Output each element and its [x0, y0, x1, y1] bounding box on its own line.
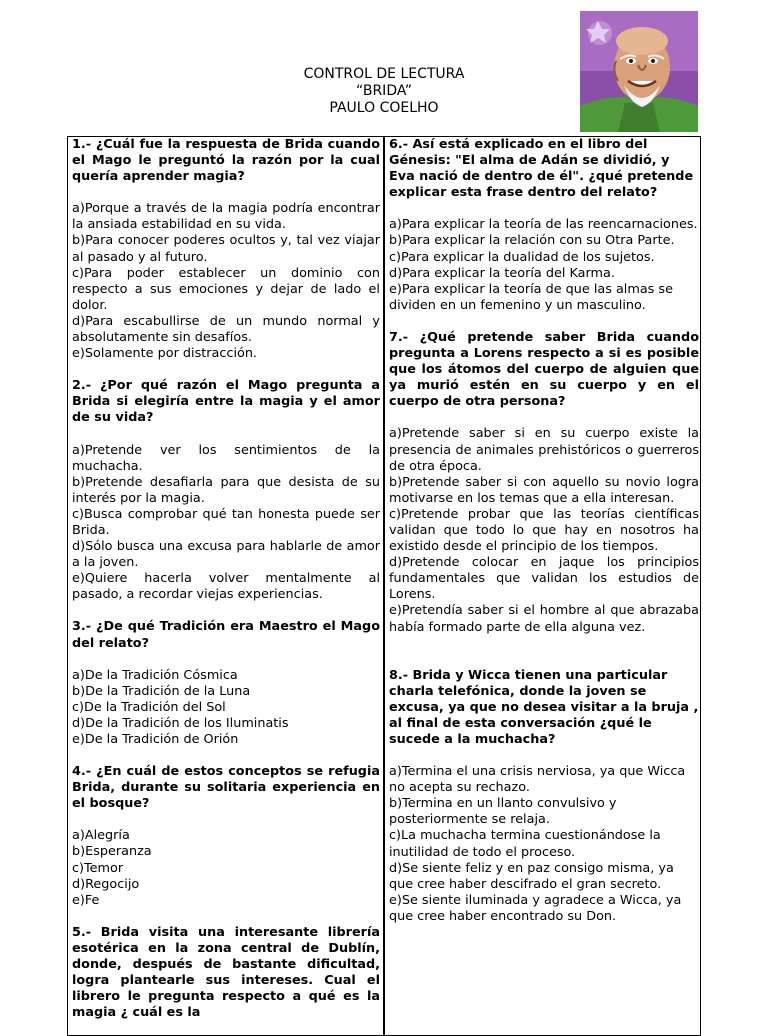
- question-8: 8.- Brida y Wicca tienen una particular charla telefónica, donde la joven se excusa, ya que no desea visitar a la bruja , al final de esta conversación ¿qué le sucede a la muchacha?: [389, 667, 699, 747]
- answer-7e: e)Pretendía saber si el hombre al que abrazaba había formado parte de ella alguna vez.: [389, 603, 699, 635]
- question-block-2: [72, 378, 380, 603]
- question-block-1: [72, 137, 380, 362]
- answer-7c: c)Pretende probar que las teorías científicas validan que todo lo que hay en nosotros ha existido desde el principio de los tiempos.: [389, 506, 699, 555]
- answer-3b: b)De la Tradición de la Luna: [72, 683, 251, 699]
- answer-6a: a)Para explicar la teoría de las reencarnaciones.: [389, 217, 698, 233]
- answer-3c: c)De la Tradición del Sol: [72, 699, 226, 715]
- answer-1e: e)Solamente por distracción.: [72, 346, 258, 362]
- answer-3e: e)De la Tradición de Orión: [72, 732, 239, 747]
- answer-4a: a)Alegría: [72, 828, 130, 844]
- answer-3a: a)De la Tradición Cósmica: [72, 667, 238, 683]
- right-column: [385, 137, 702, 1035]
- answer-2d: d)Sólo busca una excusa para hablarle de amor a la joven.: [72, 539, 380, 571]
- answer-1a: a)Porque a través de la magia podría encontrar la ansiada estabilidad en su vida.: [72, 201, 380, 233]
- answer-7a: a)Pretende saber si en su cuerpo existe la presencia de animales prehistóricos o guerreros de otra época.: [389, 426, 699, 474]
- answer-6b: b)Para explicar la relación con su Otra Parte.: [389, 233, 675, 249]
- answer-2a: a)Pretende ver los sentimientos de la muchacha.: [72, 442, 380, 474]
- answer-8b: b)Termina en un llanto convulsivo y posteriormente se relaja.: [389, 796, 617, 828]
- question-block-6: [389, 137, 699, 314]
- question-7: 7.- ¿Qué pretende saber Brida cuando pregunta a Lorens respecto a si es posible que los átomos del cuerpo de alguien que ya murió estén en su cuerpo y en el cuerpo de otra persona?: [389, 329, 699, 410]
- question-2: 2.- ¿Por qué razón el Mago pregunta a Brida si elegiría entre la magia y el amor de su vida?: [72, 378, 380, 426]
- answer-3d: d)De la Tradición de los Iluminatis: [72, 715, 289, 731]
- question-1: 1.- ¿Cuál fue la respuesta de Brida cuando el Mago le preguntó la razón por la cual quería aprender magia?: [72, 137, 380, 185]
- answer-2c: c)Busca comprobar qué tan honesta puede ser Brida.: [72, 506, 380, 538]
- answer-4b: b)Esperanza: [72, 844, 152, 860]
- answer-4e: e)Fe: [72, 892, 100, 908]
- question-block-3: [72, 619, 380, 748]
- answer-7d: d)Pretende colocar en jaque los principios fundamentales que validan los estudios de Lorens.: [389, 555, 699, 603]
- answer-1c: c)Para poder establecer un dominio con respecto a sus emociones y dejar de lado el dolor.: [72, 265, 380, 313]
- answer-8d: d)Se siente feliz y en paz consigo misma, ya que cree haber descifrado el gran secreto.: [389, 860, 674, 892]
- question-block-8: [389, 668, 699, 925]
- question-6: 6.- Así está explicado en el libro del Génesis: "El alma de Adán se dividió, y Eva nació de dentro de él". ¿qué pretende explicar esta frase dentro del relato?: [389, 137, 694, 201]
- answer-4d: d)Regocijo: [72, 876, 140, 892]
- answer-7b: b)Pretende saber si con aquello su novio logra motivarse en los temas que a ella interesan.: [389, 474, 699, 506]
- answer-8c: c)La muchacha termina cuestionándose la inutilidad de todo el proceso.: [389, 828, 661, 860]
- questions-table: [67, 136, 701, 1036]
- answer-2b: b)Pretende desafiarla para que desista de su interés por la magia.: [72, 474, 380, 506]
- answer-1d: d)Para escabullirse de un mundo normal y absolutamente sin desafíos.: [72, 313, 380, 346]
- answer-8a: a)Termina el una crisis nerviosa, ya que Wicca no acepta su rechazo.: [389, 764, 686, 796]
- answer-6c: c)Para explicar la dualidad de los sujetos.: [389, 249, 655, 265]
- question-3: 3.- ¿De qué Tradición era Maestro el Mago del relato?: [72, 619, 380, 651]
- question-block-7: [389, 330, 699, 636]
- answer-6e: e)Para explicar la teoría de que las almas se dividen en un femenino y un masculino.: [389, 281, 673, 313]
- answer-8e: e)Se siente iluminada y agradece a Wicca, ya que cree haber encontrado su Don.: [389, 892, 682, 924]
- answer-2e: e)Quiere hacerla volver mentalmente al pasado, a recordar viejas experiencias.: [72, 571, 380, 603]
- header-line-2: “BRIDA”: [356, 83, 412, 99]
- author-portrait-illustration: [580, 11, 698, 132]
- question-5: 5.- Brida visita una interesante librería esotérica en la zona central de Dublín, donde, después de bastante dificultad, logra plantearle sus intereses. Cual el librero le pregunta respecto a qué es la magia ¿ cuál es la: [72, 924, 380, 1021]
- header-line-3: PAULO COELHO: [329, 100, 439, 116]
- question-4: 4.- ¿En cuál de estos conceptos se refugia Brida, durante su solitaria experiencia en el bosque?: [72, 764, 380, 812]
- answer-1b: b)Para conocer poderes ocultos y, tal vez viajar al pasado y al futuro.: [72, 233, 380, 265]
- left-column: [68, 137, 385, 1035]
- answer-4c: c)Temor: [72, 860, 124, 876]
- answer-6d: d)Para explicar la teoría del Karma.: [389, 265, 615, 281]
- question-block-5: [72, 925, 380, 1022]
- header-line-1: CONTROL DE LECTURA: [303, 66, 465, 82]
- question-block-4: [72, 764, 380, 909]
